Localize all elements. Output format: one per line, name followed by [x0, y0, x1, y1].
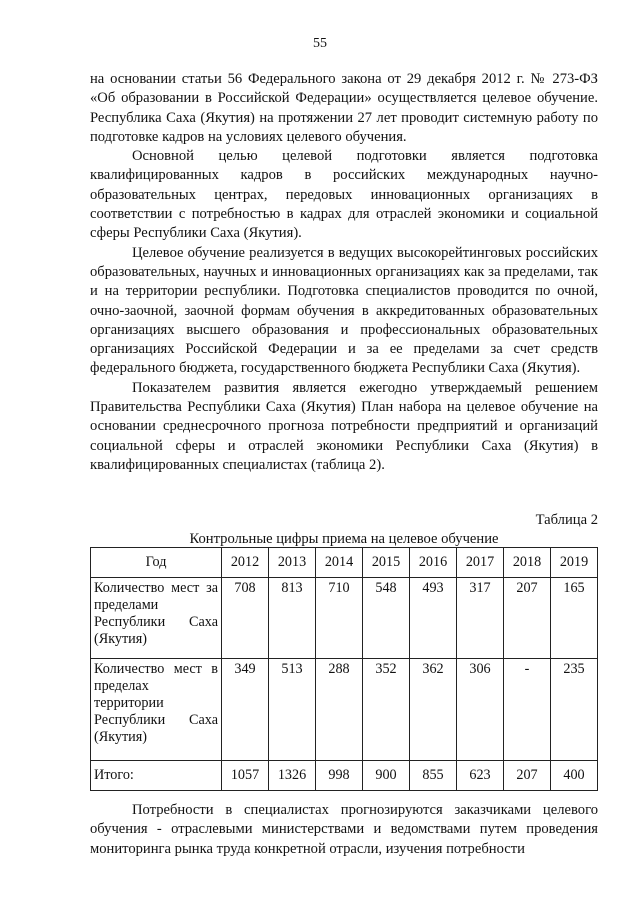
row-label: Количество мест в пределах территории Республики Саха (Якутия): [91, 659, 222, 761]
table-row: [91, 578, 598, 659]
body-text-top: [90, 70, 598, 475]
paragraph-1: на основании статьи 56 Федерального закона от 29 декабря 2012 г. № 273-ФЗ «Об образовании в Российской Федерации» осуществляется целевое обучение. Республика Саха (Якутия) на протяжении 27 лет проводит системную работу по подготовке кадров на условиях целевого обучения.: [90, 71, 598, 145]
table-cell: 352: [363, 659, 410, 761]
table-cell: 710: [316, 578, 363, 659]
table-cell: 998: [316, 761, 363, 791]
table-cell: 493: [410, 578, 457, 659]
header-cell: 2013: [269, 548, 316, 578]
header-cell: 2012: [222, 548, 269, 578]
header-cell: 2015: [363, 548, 410, 578]
table-cell: 813: [269, 578, 316, 659]
page-number: 55: [313, 36, 327, 51]
table-cell: 207: [504, 578, 551, 659]
table-cell: 362: [410, 659, 457, 761]
table-cell: 349: [222, 659, 269, 761]
table-cell: 288: [316, 659, 363, 761]
body-text-bottom: [90, 801, 598, 859]
table-row-total: [91, 761, 598, 791]
table-cell: 306: [457, 659, 504, 761]
enrollment-table: [90, 547, 598, 791]
table-number: Таблица 2: [535, 512, 598, 528]
table-cell: 1326: [269, 761, 316, 791]
table-row: [91, 659, 598, 761]
table-cell: 623: [457, 761, 504, 791]
table-cell: 513: [269, 659, 316, 761]
table-header-row: [91, 548, 598, 578]
row-label: Количество мест за пределами Республики Саха (Якутия): [91, 578, 222, 659]
table-cell: 207: [504, 761, 551, 791]
table-cell: 1057: [222, 761, 269, 791]
table-cell: 165: [551, 578, 598, 659]
header-cell: 2019: [551, 548, 598, 578]
paragraph-3: Целевое обучение реализуется в ведущих высокорейтинговых российских образовательных, научных и инновационных организациях как за пределами, так и на территории республики. Подготовка специалистов проводится по очной, очно-заочной, заочной формам обучения в аккредитованных образовательных организациях высшего образования и профессиональных образовательных организациях Российской Федерации и за ее пределами за счет средств федерального бюджета, государственного бюджета Республики Саха (Якутия).: [90, 244, 598, 377]
table-cell: 855: [410, 761, 457, 791]
table-caption: Контрольные цифры приема на целевое обучение: [189, 531, 499, 547]
table-cell: 317: [457, 578, 504, 659]
table-cell: 235: [551, 659, 598, 761]
header-cell: 2016: [410, 548, 457, 578]
table-cell: -: [504, 659, 551, 761]
header-cell: Год: [91, 548, 222, 578]
table-cell: 400: [551, 761, 598, 791]
row-label: Итого:: [91, 761, 222, 791]
paragraph-5: Потребности в специалистах прогнозируются заказчиками целевого обучения - отраслевыми министерствами и ведомствами путем проведения мониторинга рынка труда конкретной отрасли, изучения потребности: [90, 802, 598, 857]
table-cell: 708: [222, 578, 269, 659]
paragraph-4: Показателем развития является ежегодно утверждаемый решением Правительства Республики Саха (Якутия) План набора на целевое обучение на основании среднесрочного прогноза потребности предприятий и организаций социальной сферы и отраслей экономики Республики Саха (Якутия) в квалифицированных специалистах (таблица 2).: [90, 379, 598, 473]
table-cell: 548: [363, 578, 410, 659]
table-cell: 900: [363, 761, 410, 791]
header-cell: 2018: [504, 548, 551, 578]
paragraph-2: Основной целью целевой подготовки является подготовка квалифицированных кадров в российских международных научно-образовательных центрах, передовых инновационных организациях в соответствии с потребностью в кадрах для отраслей экономики и социальной сферы Республики Саха (Якутия).: [90, 148, 598, 242]
header-cell: 2017: [457, 548, 504, 578]
header-cell: 2014: [316, 548, 363, 578]
